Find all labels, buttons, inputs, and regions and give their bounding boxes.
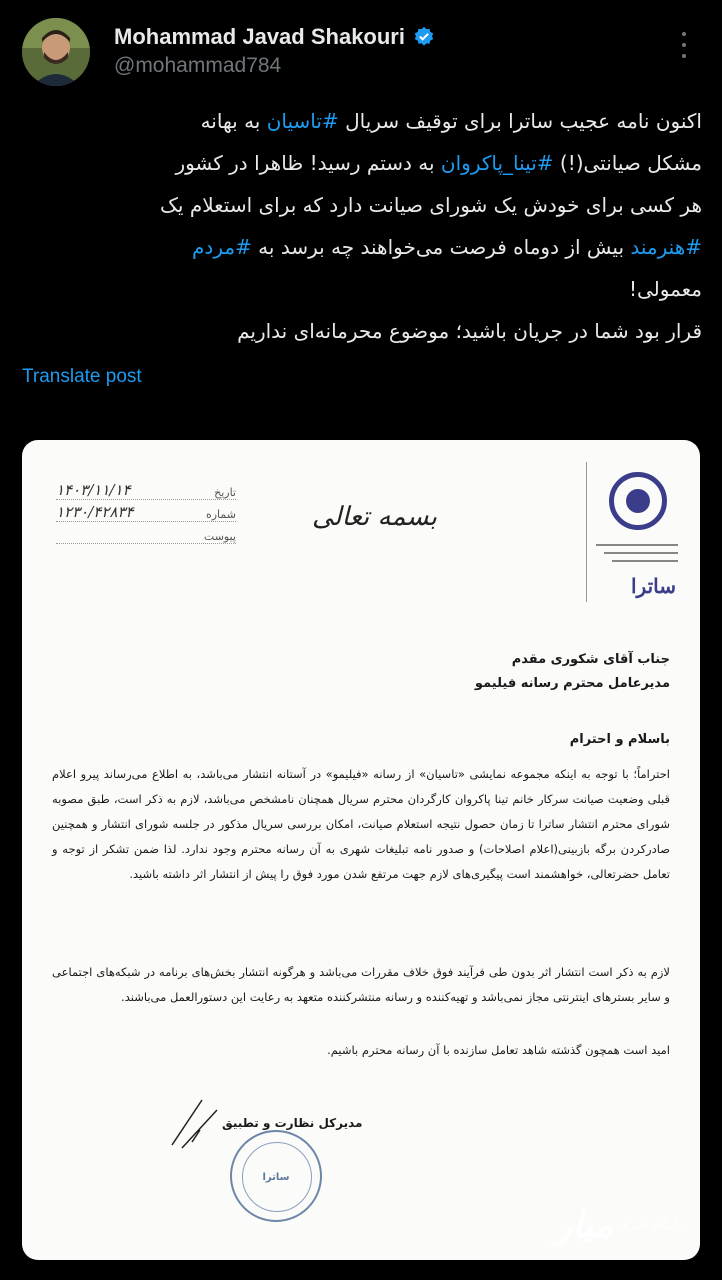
tweet-text xyxy=(22,100,702,352)
news-watermark xyxy=(555,1204,682,1246)
hashtag-link[interactable]: #مردم xyxy=(192,235,252,259)
handwritten-signature-icon xyxy=(162,1090,232,1150)
tweet-line: اکنون نامه عجیب ساترا برای توقیف سریال #تاسیان به بهانه xyxy=(200,109,702,133)
signature-title: مدیرکل نظارت و تطبیق xyxy=(222,1116,363,1130)
bismillah-heading: بسمه تعالی xyxy=(312,502,437,532)
avatar[interactable] xyxy=(22,18,90,86)
satra-logo xyxy=(586,462,686,602)
tweet-line: #هنرمند بیش از دوماه فرصت می‌خواهند چه برسد به #مردم xyxy=(192,235,702,259)
author-name[interactable]: Mohammad Javad Shakouri xyxy=(114,24,405,49)
tweet-line: هر کسی برای خودش یک شورای صیانت دارد که برای استعلام یک xyxy=(160,193,702,217)
satra-emblem-icon xyxy=(609,472,667,530)
attached-image[interactable] xyxy=(22,440,700,1260)
dot xyxy=(682,43,686,47)
author-handle[interactable]: @mohammad784 xyxy=(114,54,282,77)
author-name-row xyxy=(114,24,435,50)
hashtag-link[interactable]: #هنرمند xyxy=(630,235,702,259)
meta-attachment: پیوست xyxy=(56,524,236,544)
watermark-logo: میار xyxy=(554,1204,614,1246)
org-subtitle-graphic xyxy=(596,540,678,568)
tweet-header xyxy=(22,14,702,84)
hashtag-link[interactable]: #تینا_پاکروان xyxy=(440,151,554,175)
hashtag-link[interactable]: #تاسیان xyxy=(266,109,339,133)
tweet-line: معمولی! xyxy=(628,277,702,301)
letter-greeting: باسلام و احترام xyxy=(569,732,670,747)
letter-meta xyxy=(56,480,236,546)
watermark-small: پایگاه خبری xyxy=(619,1217,682,1233)
translate-post-link[interactable]: Translate post xyxy=(22,366,142,387)
more-options-icon[interactable] xyxy=(674,32,694,58)
tweet-line: قرار بود شما در جریان باشید؛ موضوع محرمانه‌ای نداریم xyxy=(237,319,702,343)
letter-paragraph: احتراماً؛ با توجه به اینکه مجموعه نمایشی «تاسیان» از رسانه «فیلیمو» در آستانه انتشار می‌باشد، به اطلاع می‌رساند پیرو اعلام قبلی وضعیت صیانت سرکار خانم تینا پاکروان کارگردان محترم سریال همچنان نامشخص می‌باشد، لازم به ذکر است، طبق مصوبه شورای محترم انتشار ساترا تا زمان حصول نتیجه استعلام صیانت، امکان بررسی سریال مذکور در جلسه شورای انتشار و همچنین صادرکردن برگه بازبینی(اعلام اصلاحات) و صدور نامه تبلیغات شهری به آن رسانه محترم وجود ندارد. لذا ضمن تشکر از توجه و تعامل حضرتعالی، خواهشمند است پیگیری‌های لازم جهت مرتفع شدن مورد فوق را پیش از انتشار اثر داشته باشید. xyxy=(52,767,670,881)
letter-document xyxy=(22,440,700,1260)
letter-paragraph: لازم به ذکر است انتشار اثر بدون طی فرآیند فوق خلاف مقررات می‌باشد و هرگونه انتشار بخش‌های برنامه در شبکه‌های اجتماعی و سایر بسترهای اینترنتی مجاز نمی‌باشد و تهیه‌کننده و رسانه منتشرکننده متعهد به رعایت این دستورالعمل می‌باشند. xyxy=(52,965,670,1004)
verified-badge-icon xyxy=(413,26,435,48)
meta-date: تاریخ ۱۴۰۳/۱۱/۱۴ xyxy=(56,481,236,499)
official-stamp: ساترا xyxy=(230,1130,322,1222)
meta-number: شماره ۱۲۳۰/۴۲۸۳۴ xyxy=(56,503,236,521)
dot xyxy=(682,54,686,58)
org-name: ساترا xyxy=(630,574,676,598)
dot xyxy=(682,32,686,36)
letter-paragraph: امید است همچون گذشته شاهد تعامل سازنده با آن رسانه محترم باشیم. xyxy=(327,1043,670,1057)
letter-recipient: جناب آقای شکوری مقدم مدیرعامل محترم رسانه فیلیمو xyxy=(474,652,670,691)
tweet-line: مشکل صیانتی(!) #تینا_پاکروان به دستم رسید! ظاهرا در کشور xyxy=(175,151,702,175)
